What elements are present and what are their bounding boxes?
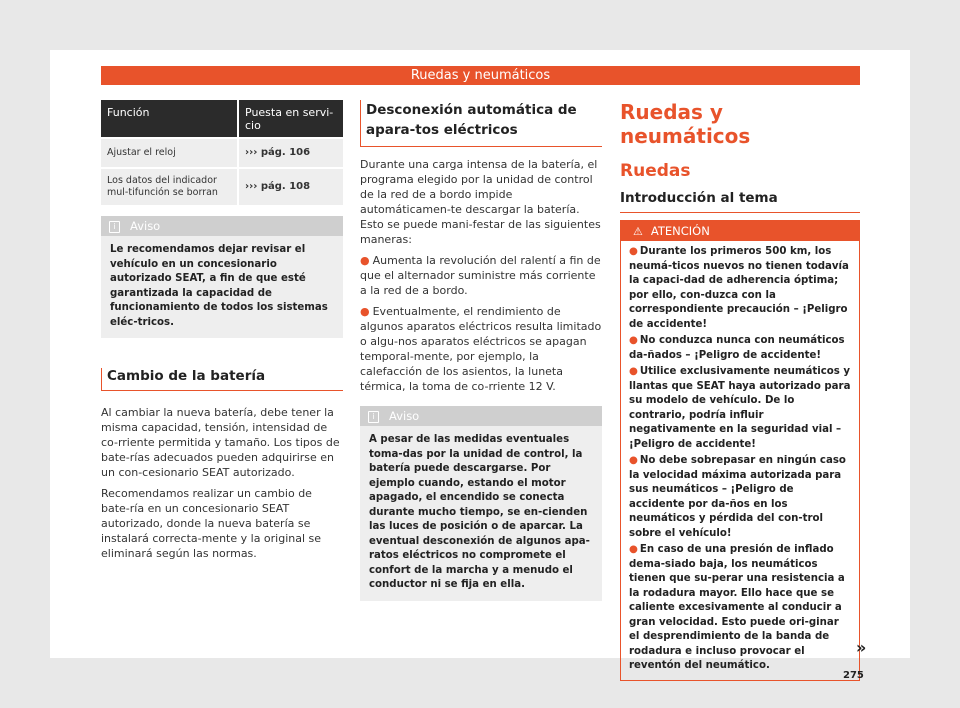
table-header-service: Puesta en servi-cio: [238, 100, 343, 138]
notice-box: [360, 406, 602, 601]
document-page: [50, 50, 910, 681]
list-item: ● No conduzca nunca con neumáticos da-ñados – ¡Peligro de accidente!: [629, 335, 845, 361]
table-cell-function: Los datos del indicador mul-tifunción se borran: [101, 168, 238, 205]
warning-header: [621, 221, 859, 241]
column-middle: [360, 100, 602, 601]
notice-text: A pesar de las medidas eventuales toma-das por la unidad de control, la batería puede descargarse. Por ejemplo cuando, estando el motor apagado, el encendido se conecta durante mucho tiempo, se en-cienden las luces de posición o de aparcar. La eventual desconexión de algunos apa-ratos eléctricos no compromete el confort de la marcha y a menudo el conductor ni se fija en ella.: [369, 434, 590, 590]
warning-box: [620, 220, 860, 681]
bullet-icon: ●: [629, 366, 638, 377]
notice-header: [101, 216, 343, 236]
table-row: [101, 168, 343, 205]
bullet-icon: ●: [629, 335, 638, 346]
paragraph: Durante una carga intensa de la batería, el programa elegido por la unidad de control de la red de a bordo impide automáticamen-te descargar la batería. Esto se puede mani-festar de las siguientes maneras:: [360, 158, 601, 246]
paragraph: Al cambiar la nueva batería, debe tener la misma capacidad, tensión, intensidad de co-rriente permitida y tamaño. Los tipos de bate-rías adecuados pueden adquirirse en un con-cesionario SEAT autorizado.: [101, 406, 340, 479]
continue-mark: »: [856, 638, 867, 657]
section-title: Desconexión automática de apara-tos eléctricos: [360, 100, 602, 147]
list-item: ● Durante los primeros 500 km, los neumá-ticos nuevos no tienen todavía la capaci-dad de adherencia óptima; por ello, con-duzca con la correspondiente precaución – ¡Peligro de accidente!: [629, 246, 849, 330]
warning-body: [621, 241, 859, 680]
subsection-title: Introducción al tema: [620, 190, 860, 213]
chapter-title: Ruedas y neumáticos: [620, 100, 751, 148]
notice-box: [101, 216, 343, 338]
chapter-header: Ruedas y neumáticos: [101, 66, 860, 85]
warning-triangle-icon: ⚠: [633, 225, 643, 238]
list-item: ● Eventualmente, el rendimiento de algunos aparatos eléctricos resulta limitado o algu-nos aparatos eléctricos se apagan temporal-mente, por ejemplo, la calefacción de los asientos, la luneta térmica, la toma de co-rriente 12 V.: [360, 305, 602, 393]
battery-change-section: [101, 368, 343, 561]
paragraph: Recomendamos realizar un cambio de bate-ría en un concesionario SEAT autorizado, donde la nueva batería se instalará correcta-mente y la original se eliminará según las normas.: [101, 487, 322, 560]
list-item: ● Utilice exclusivamente neumáticos y llantas que SEAT haya autorizado para su modelo de vehículo. De lo contrario, podría influir negativamente en la seguridad vial – ¡Peligro de accidente!: [629, 366, 851, 450]
notice-header: [360, 406, 602, 426]
info-icon: i: [109, 221, 120, 233]
list-item: ● No debe sobrepasar en ningún caso la velocidad máxima autorizada para sus neumáticos – ¡Peligro de accidente por da-ños en los neumáticos y pérdida del con-trol sobre el vehículo!: [629, 455, 846, 539]
bullet-icon: ●: [629, 544, 638, 555]
table-cell-function: Ajustar el reloj: [101, 138, 238, 168]
bullet-icon: ●: [360, 305, 370, 318]
page-number: 275: [843, 670, 864, 681]
list-item: ● En caso de una presión de inflado dema-siado baja, los neumáticos tienen que su-perar una resistencia a la rodadura mayor. Ello hace que se caliente excesivamente al conducir a gran velocidad. Esto puede ori-ginar el desprendimiento de la banda de rodadura e incluso provocar el reventón del neumático.: [629, 544, 845, 671]
warning-label: ATENCIÓN: [650, 224, 710, 238]
notice-text: Le recomendamos dejar revisar el vehículo en un concesionario autorizado SEAT, a fin de que esté garantizada la capacidad de funcionamiento de todos los sistemas eléc-tricos.: [110, 244, 328, 328]
table-header-function: Función: [101, 100, 238, 138]
function-table: [101, 100, 343, 205]
section-title: Ruedas: [620, 161, 691, 181]
bullet-icon: ●: [360, 254, 370, 267]
info-icon: i: [368, 411, 379, 423]
table-header-row: [101, 100, 343, 138]
bullet-icon: ●: [629, 455, 638, 466]
bullet-icon: ●: [629, 246, 638, 257]
table-row: [101, 138, 343, 168]
column-right: [620, 100, 860, 681]
notice-label: Aviso: [130, 219, 161, 233]
list-item: ● Aumenta la revolución del ralentí a fin de que el alternador suministre más corriente a la red de a bordo.: [360, 254, 601, 297]
column-left: [101, 100, 343, 567]
section-title: Cambio de la batería: [101, 368, 343, 391]
table-cell-ref: ››› pág. 108: [238, 168, 343, 205]
notice-label: Aviso: [389, 409, 420, 423]
table-cell-ref: ››› pág. 106: [238, 138, 343, 168]
